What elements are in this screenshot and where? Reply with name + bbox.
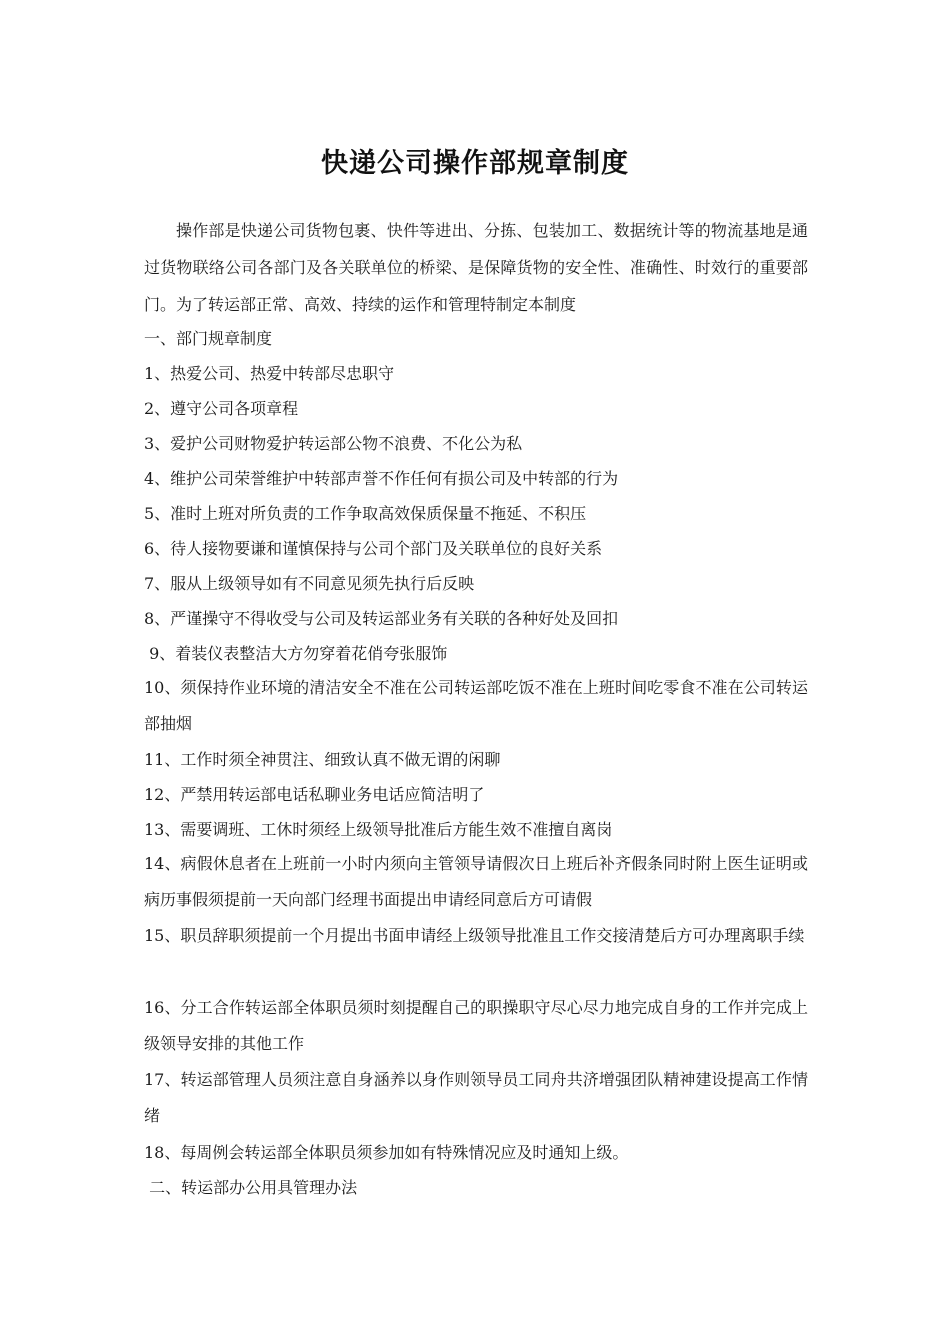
- rule-item-9: 9、着装仪表整洁大方勿穿着花俏夸张服饰: [144, 644, 448, 663]
- rule-item-15: 15、职员辞职须提前一个月提出书面申请经上级领导批准且工作交接清楚后方可办理离职手续: [144, 926, 805, 945]
- intro-paragraph: 操作部是快递公司货物包裹、快件等进出、分拣、包装加工、数据统计等的物流基地是通过货物联络公司各部门及各关联单位的桥梁、是保障货物的安全性、准确性、时效行的重要部门。为了转运部正常、高效、持续的运作和管理特制定本制度: [144, 221, 808, 314]
- rule-item-10: 10、须保持作业环境的清洁安全不准在公司转运部吃饭不准在上班时间吃零食不准在公司转运部抽烟: [144, 678, 808, 733]
- rule-item-7: 7、服从上级领导如有不同意见须先执行后反映: [144, 574, 475, 593]
- rule-item-13: 13、需要调班、工休时须经上级领导批准后方能生效不准擅自离岗: [144, 820, 613, 839]
- rule-item-4: 4、维护公司荣誉维护中转部声誉不作任何有损公司及中转部的行为: [144, 469, 619, 488]
- document-title: 快递公司操作部规章制度: [321, 148, 629, 179]
- rule-item-8: 8、严谨操守不得收受与公司及转运部业务有关联的各种好处及回扣: [144, 609, 619, 628]
- rule-item-11: 11、工作时须全神贯注、细致认真不做无谓的闲聊: [144, 750, 501, 769]
- rule-item-16: 16、分工合作转运部全体职员须时刻提醒自己的职操职守尽心尽力地完成自身的工作并完成上级领导安排的其他工作: [144, 998, 808, 1053]
- rule-item-12: 12、严禁用转运部电话私聊业务电话应简洁明了: [144, 785, 485, 804]
- rule-item-17: 17、转运部管理人员须注意自身涵养以身作则领导员工同舟共济增强团队精神建设提高工作情绪: [144, 1070, 808, 1125]
- rule-item-18: 18、每周例会转运部全体职员须参加如有特殊情况应及时通知上级。: [144, 1143, 629, 1162]
- rule-item-2: 2、遵守公司各项章程: [144, 399, 299, 418]
- section-heading-1: 一、部门规章制度: [144, 329, 273, 348]
- section-heading-2: 二、转运部办公用具管理办法: [144, 1178, 358, 1197]
- rule-item-1: 1、热爱公司、热爱中转部尽忠职守: [144, 364, 395, 383]
- rule-item-5: 5、准时上班对所负责的工作争取高效保质保量不拖延、不积压: [144, 504, 587, 523]
- rule-item-14: 14、病假休息者在上班前一小时内须向主管领导请假次日上班后补齐假条同时附上医生证明或病历事假须提前一天向部门经理书面提出申请经同意后方可请假: [144, 854, 808, 909]
- rule-item-6: 6、待人接物要谦和谨慎保持与公司个部门及关联单位的良好关系: [144, 539, 603, 558]
- rule-item-3: 3、爱护公司财物爱护转运部公物不浪费、不化公为私: [144, 434, 523, 453]
